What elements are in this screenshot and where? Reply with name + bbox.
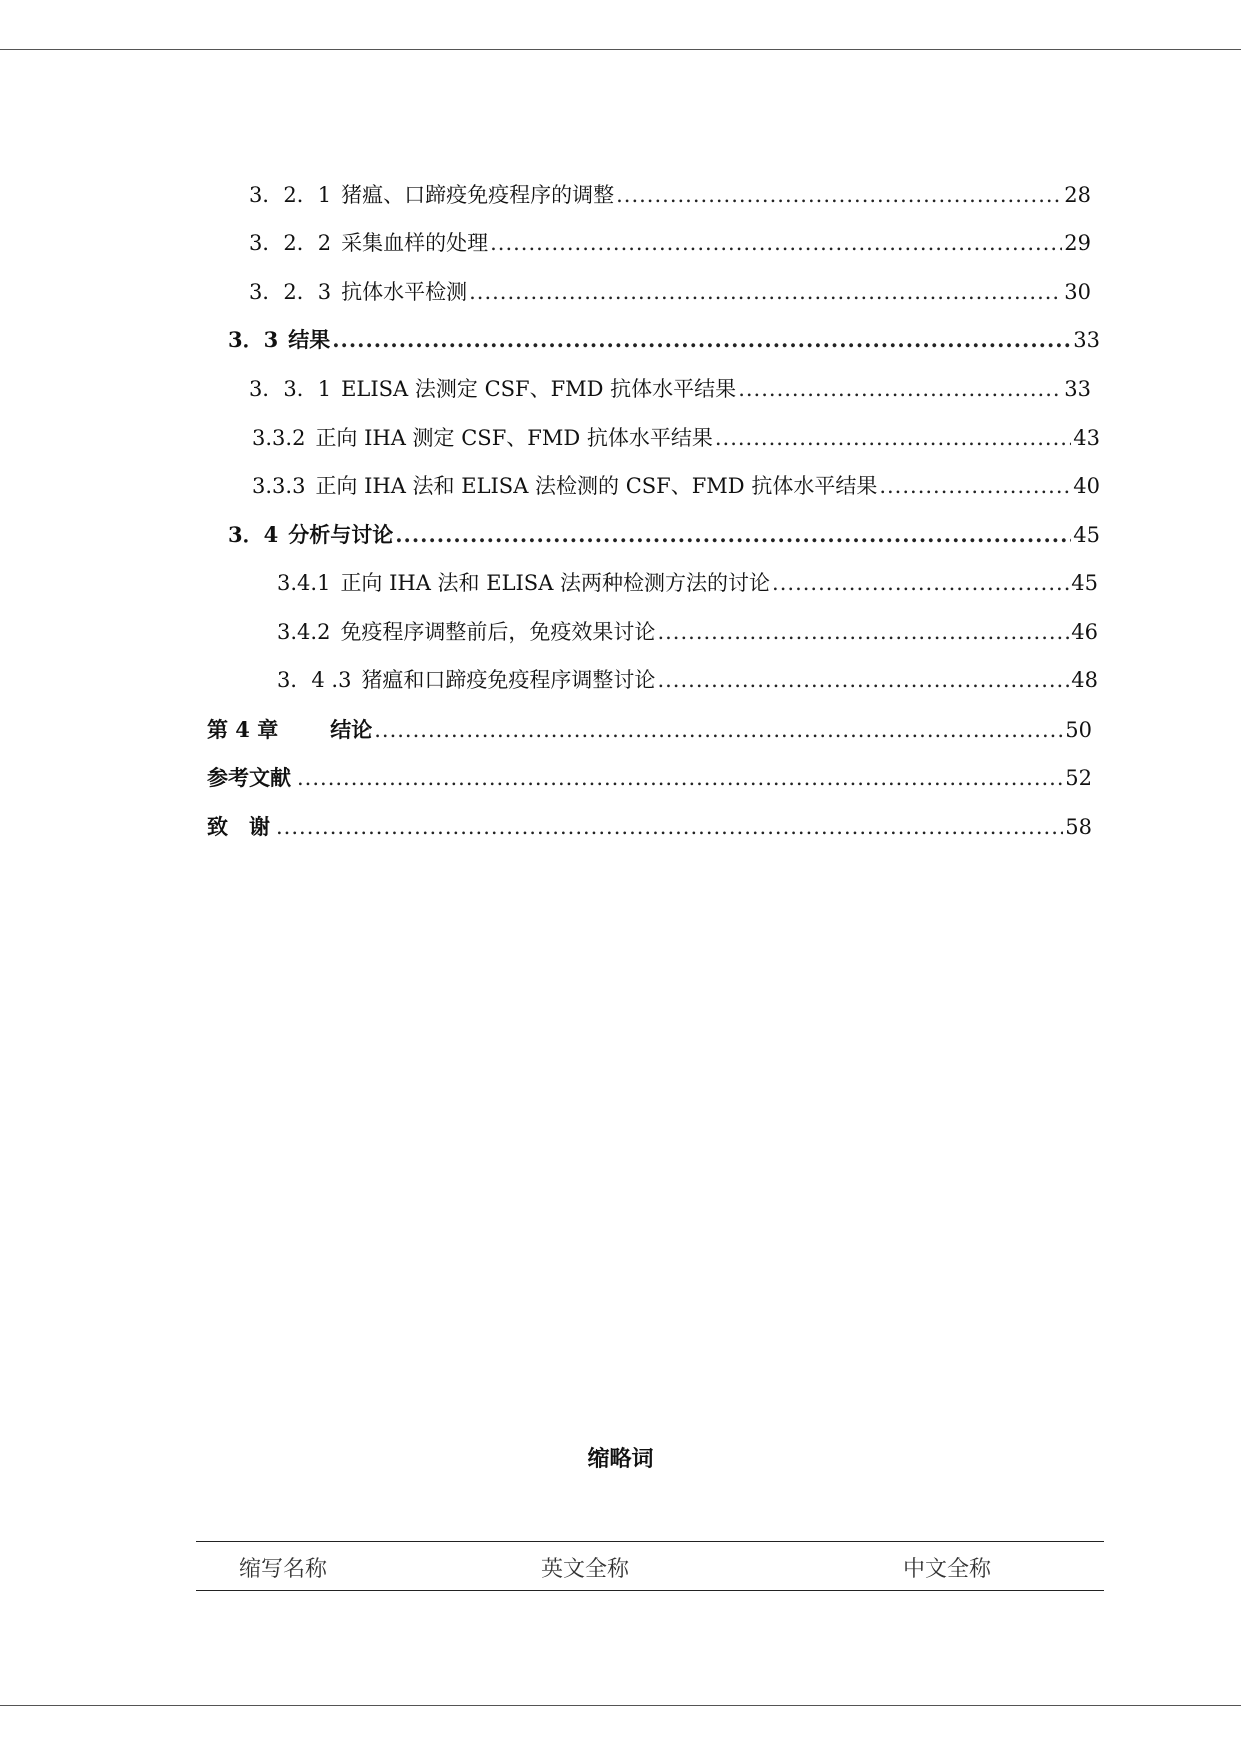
toc-title: 正向 IHA 测定 CSF、FMD 抗体水平结果 [315,426,713,450]
toc-number: 3．4 [228,522,279,547]
abbreviations-title: 缩略词 [587,1446,654,1472]
toc-page-number: 45 [1073,523,1100,547]
toc-title: 结果 [288,327,331,352]
toc-entry[interactable] [252,424,1100,452]
toc-page-number: 48 [1071,668,1098,692]
toc-title: 分析与讨论 [288,522,394,547]
toc-leader [772,569,1069,597]
toc-entry[interactable] [228,521,1100,549]
toc-page-number: 43 [1073,426,1100,450]
header-rule [0,49,1241,50]
toc-leader [616,181,1062,209]
toc-page-number: 58 [1065,815,1092,839]
toc-title: ELISA 法测定 CSF、FMD 抗体水平结果 [341,377,737,401]
toc-title: 猪瘟和口蹄疫免疫程序调整讨论 [361,668,656,692]
toc-number: 3．3 [228,327,279,352]
english-fullname-header: 英文全称 [541,1557,630,1582]
toc-page-number: 40 [1073,474,1100,498]
toc-entry[interactable] [277,666,1098,694]
toc-leader [395,521,1071,549]
abbreviations-table [196,1541,1104,1591]
toc-entry[interactable] [277,618,1098,646]
toc-title: 猪瘟、口蹄疫免疫程序的调整 [341,183,615,207]
toc-leader [297,764,1063,792]
toc-number: 3.3.2 [252,426,306,450]
toc-leader [879,472,1071,500]
toc-leader [657,666,1069,694]
toc-leader [715,424,1071,452]
toc-title: 采集血样的处理 [341,231,489,255]
toc-leader [469,278,1062,306]
toc-page-number: 33 [1064,377,1091,401]
toc-entry[interactable] [277,569,1098,597]
toc-entry[interactable] [228,326,1100,354]
toc-page-number: 45 [1071,571,1098,595]
toc-page-number: 46 [1071,620,1098,644]
toc-title: 抗体水平检测 [341,280,468,304]
toc-entry[interactable] [252,472,1100,500]
toc-entry[interactable] [249,375,1091,403]
toc-leader [276,813,1063,841]
toc-title: 正向 IHA 法和 ELISA 法两种检测方法的讨论 [340,571,771,595]
toc-number: 3．3．1 [249,377,332,401]
toc-number: 3．2．3 [249,280,332,304]
toc-page-number: 30 [1064,280,1091,304]
toc-entry[interactable] [249,181,1091,209]
toc-number: 3.4.1 [277,571,331,595]
toc-page-number: 29 [1064,231,1091,255]
toc-leader [374,716,1063,744]
toc-page-number: 33 [1073,328,1100,352]
toc-number: 3.3.3 [252,474,306,498]
toc-leader [332,326,1071,354]
toc-entry[interactable] [207,813,1092,841]
toc-number: 致 谢 [207,814,270,839]
chinese-fullname-header: 中文全称 [903,1557,992,1582]
toc-number: 3．2．2 [249,231,332,255]
toc-number: 3．4 .3 [277,668,352,692]
toc-number: 参考文献 [207,765,291,790]
abbreviation-header: 缩写名称 [239,1557,328,1582]
toc-number: 3．2．1 [249,183,332,207]
toc-leader [490,229,1062,257]
toc-entry[interactable] [249,229,1091,257]
toc-number: 3.4.2 [277,620,331,644]
toc-leader [657,618,1069,646]
toc-entry[interactable] [207,764,1092,792]
toc-title: 正向 IHA 法和 ELISA 法检测的 CSF、FMD 抗体水平结果 [315,474,878,498]
toc-page-number: 50 [1065,718,1092,742]
footer-rule [0,1705,1241,1706]
toc-entry[interactable] [249,278,1091,306]
toc-number: 第 4 章 [207,717,279,742]
toc-title: 免疫程序调整前后，免疫效果讨论 [340,620,656,644]
toc-entry[interactable] [207,716,1092,744]
toc-leader [738,375,1062,403]
toc-page-number: 52 [1065,766,1092,790]
toc-title: 结论 [330,717,373,742]
toc-page-number: 28 [1064,183,1091,207]
